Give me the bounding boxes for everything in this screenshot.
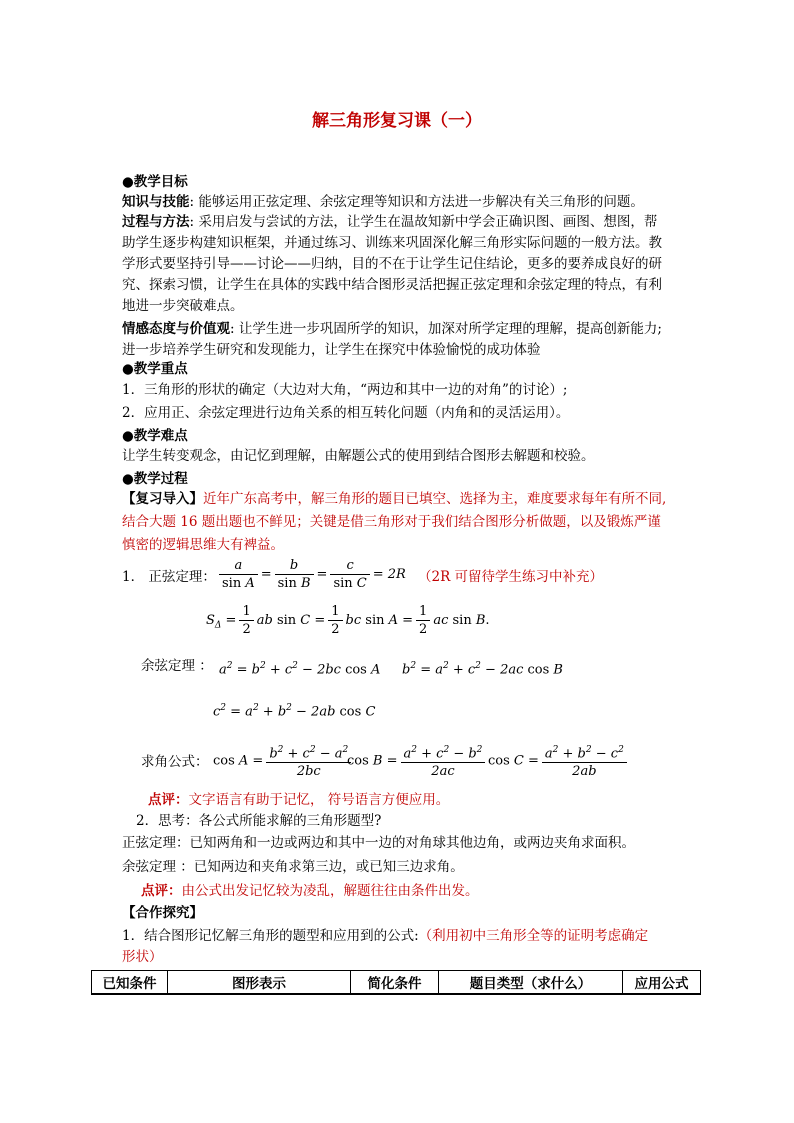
cos-a-formula: cos A = $\frac{b^2 + c^2 - a^2}{2bc}$ xyxy=(213,742,354,780)
coop-heading: 【合作探究】 xyxy=(122,905,203,921)
review-line-0 xyxy=(122,489,666,509)
cos-c-formula: cos C = $\frac{a^2 + b^2 - c^2}{2ab}$ xyxy=(488,742,630,780)
difficulty-text: 让学生转变观念，由记忆到理解，由解题公式的使用到结合图形去解题和校验。 xyxy=(122,448,595,464)
sine-law-note: （2R 可留待学生练习中补充） xyxy=(418,569,604,585)
process-line-0 xyxy=(122,212,657,232)
key-point-item: 1．三角形的形状的确定（大边对大角，“两边和其中一边的对角”的讨论）; xyxy=(122,382,568,398)
review-label: 【复习导入】 xyxy=(122,491,203,507)
document-title: 解三角形复习课（一） xyxy=(312,111,482,131)
knowledge-label: 知识与技能 xyxy=(122,194,190,210)
comment-2 xyxy=(141,881,479,901)
cosine-law-label: 余弦定理 ： xyxy=(141,658,213,674)
coop-item-note-1: （利用初中三角形全等的证明考虑确定 xyxy=(418,928,649,944)
review-line-1: 结合大题 16 题出题也不鲜见；关键是借三角形对于我们结合图形分析做题，以及锻炼严谨 xyxy=(122,514,661,530)
comment-1-label: 点评： xyxy=(148,792,189,808)
coop-item-prefix: 1．结合图形记忆解三角形的题型和应用到的公式: xyxy=(122,928,419,944)
key-points-heading: ●教学重点 xyxy=(122,361,188,377)
review-text-0: 近年广东高考中，解三角形的题目已填空、选择为主，难度要求每年有所不同, xyxy=(203,491,667,507)
comment-2-label: 点评： xyxy=(141,883,182,899)
table-header-cell: 题目类型（求什么） xyxy=(439,971,623,995)
process-label: 过程与方法 xyxy=(122,214,190,230)
attitude-line-0 xyxy=(122,319,662,339)
process-line-3: 究、探索习惯，让学生在具体的实践中结合图形灵活把握正弦定理和余弦定理的特点，有利 xyxy=(122,277,662,293)
think-question: 2．思考：各公式所能求解的三角形题型? xyxy=(136,813,382,829)
coop-item-note-2: 形状） xyxy=(122,949,163,965)
summary-table xyxy=(91,970,701,995)
cosine-law-formula-b: $b^2 = a^2 + c^2 - 2ac$ cos B xyxy=(402,661,563,678)
objectives-heading: ●教学目标 xyxy=(122,174,188,190)
knowledge-line xyxy=(122,192,644,212)
knowledge-text: : 能够运用正弦定理、余弦定理等知识和方法进一步解决有关三角形的问题。 xyxy=(189,194,644,210)
table-header-cell: 图形表示 xyxy=(168,971,351,995)
cosine-law-formula-a: $a^2 = b^2 + c^2 - 2bc$ cos A xyxy=(219,661,381,678)
process-line-2: 学形式要坚持引导——讨论——归纳，目的不在于让学生记住结论，更多的要养成良好的研 xyxy=(122,256,662,272)
cosine-case: 余弦定理 ：已知两边和夹角求第三边，或已知三边求角。 xyxy=(122,859,464,875)
process-line-4: 地进一步突破难点。 xyxy=(122,298,244,314)
attitude-text-0: : 让学生进一步巩固所学的知识，加深对所学定理的理解，提高创新能力; xyxy=(230,321,662,337)
difficulty-heading: ●教学难点 xyxy=(122,428,188,444)
attitude-line-1: 进一步培养学生研究和发现能力，让学生在探究中体验愉悦的成功体验 xyxy=(122,342,541,358)
cosine-law-formula-c: $c^2 = a^2 + b^2 - 2ab$ cos C xyxy=(213,703,376,720)
table-header-cell: 应用公式 xyxy=(623,971,701,995)
key-point-item: 2．应用正、余弦定理进行边角关系的相互转化问题（内角和的灵活运用）。 xyxy=(122,405,570,421)
process-line-1: 助学生逐步构建知识框架，并通过练习、训练来巩固深化解三角形实际问题的一般方法。教 xyxy=(122,235,662,251)
table-header-cell: 简化条件 xyxy=(351,971,439,995)
process-text-0: : 采用启发与尝试的方法，让学生在温故知新中学会正确识图、画图、想图，帮 xyxy=(189,214,658,230)
sine-law-label: 1． 正弦定理： xyxy=(122,569,216,585)
angle-formula-label: 求角公式： xyxy=(141,754,209,770)
sine-law-formula: $\frac{a}{\text{sin A}}$ = $\frac{b}{\text{sin B}}$ = $\frac{c}{\text{sin C}}$ = 2R xyxy=(216,557,406,592)
comment-1 xyxy=(148,790,449,810)
process-heading: ●教学过程 xyxy=(122,471,188,487)
attitude-label: 情感态度与价值观 xyxy=(122,321,230,337)
cos-b-formula: cos B = $\frac{a^2 + c^2 - b^2}{2ac}$ xyxy=(347,742,488,780)
table-header-cell: 已知条件 xyxy=(92,971,168,995)
sine-case: 正弦定理：已知两角和一边或两边和其中一边的对角球其他边角，或两边夹角求面积。 xyxy=(122,835,635,851)
comment-1-text: 文字语言有助于记忆， 符号语言方便应用。 xyxy=(188,792,450,808)
review-line-2: 慎密的逻辑思维大有裨益。 xyxy=(122,537,284,553)
comment-2-text: 由公式出发记忆较为凌乱，解题往往由条件出发。 xyxy=(181,883,479,899)
area-formula: $S_\Delta$ = $\frac{1}{2}$ ab sin C = $\frac{1}{2}$ bc sin A = $\frac{1}{2}$ ac sin B. xyxy=(206,604,490,637)
table-header-row xyxy=(92,971,701,995)
coop-item-line-0 xyxy=(122,926,648,946)
